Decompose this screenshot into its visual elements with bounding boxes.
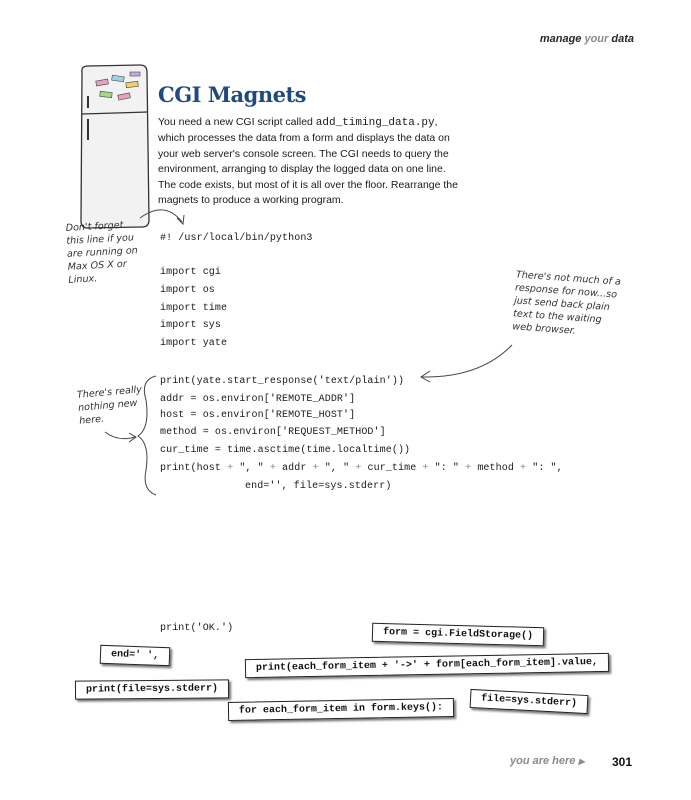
note-line: Max OS X or [67, 258, 127, 273]
note-line: text to the waiting [512, 308, 603, 326]
header-word-your: your [584, 33, 609, 45]
plus-operator: + [269, 463, 276, 474]
plus-operator: + [312, 463, 319, 474]
code-import-yate: import yate [160, 338, 228, 349]
code-part: ", " [233, 463, 270, 474]
magnet-file-stderr[interactable]: file=sys.stderr) [470, 689, 589, 714]
note-line: There's not much of a [515, 269, 622, 288]
code-addr: addr = os.environ['REMOTE_ADDR'] [160, 394, 356, 405]
you-are-here-label: you are here [510, 755, 576, 767]
code-import-sys: import sys [160, 320, 222, 331]
intro-text-start: You need a new CGI script called [158, 116, 316, 128]
code-part: ": ", [526, 463, 563, 474]
triangle-right-icon: ▶ [578, 757, 585, 766]
code-print-ok: print('OK.') [160, 623, 234, 634]
code-part: cur_time [361, 463, 423, 474]
note-line: Don't forget [65, 219, 124, 234]
code-cur-time: cur_time = time.asctime(time.localtime()) [160, 445, 411, 456]
magnet-field-storage[interactable]: form = cgi.FieldStorage() [372, 623, 544, 646]
code-host: host = os.environ['REMOTE_HOST'] [160, 410, 356, 421]
code-print-host-continuation: end='', file=sys.stderr) [245, 481, 392, 492]
intro-text-end: , which processes the data from a form and displays the data on your web server's console screen. The CGI needs to query the environment, arranging to display the logged data on one line. The code exists, but most of it is all over the floor. Rearrange the magnets to produce a working program. [158, 116, 458, 207]
you-are-here [510, 755, 585, 767]
note-line: web browser. [511, 321, 577, 337]
code-method: method = os.environ['REQUEST_METHOD'] [160, 427, 386, 438]
code-part: ": " [428, 463, 466, 474]
note-line: response for now...so [514, 282, 618, 301]
header-word-manage: manage [539, 33, 582, 45]
code-part: print(host [160, 463, 228, 474]
note-line: just send back plain [513, 295, 611, 314]
magnet-end[interactable]: end=' ', [100, 645, 171, 666]
code-print-start-response: print(yate.start_response('text/plain')) [160, 376, 405, 387]
code-import-os: import os [160, 285, 215, 296]
note-line: are running on [66, 245, 139, 260]
note-line: here. [78, 413, 105, 427]
plus-operator: + [355, 463, 362, 474]
page-number: 301 [612, 755, 633, 769]
plus-operator: + [422, 463, 429, 474]
plus-operator: + [227, 463, 234, 474]
magnet-print-each-form-item[interactable]: print(each_form_item + '->' + form[each_form_item].value, [245, 653, 609, 678]
magnet-for-loop[interactable]: for each_form_item in form.keys(): [228, 698, 454, 721]
code-part: addr [275, 463, 313, 474]
note-line: There's really [76, 384, 143, 401]
code-part: ", " [318, 463, 356, 474]
page-title: CGI Magnets [158, 82, 306, 107]
note-line: this line if you [66, 232, 135, 247]
code-shebang: #! /usr/local/bin/python3 [160, 233, 313, 244]
code-import-time: import time [160, 303, 228, 314]
code-part: method [471, 463, 521, 474]
plus-operator: + [520, 463, 527, 474]
plus-operator: + [465, 463, 472, 474]
code-print-host [160, 463, 563, 474]
header-word-data: data [611, 33, 634, 45]
note-line: Linux. [68, 273, 98, 286]
code-import-cgi: import cgi [160, 267, 222, 278]
note-line: nothing new [77, 397, 138, 414]
intro-filename: add_timing_data.py [315, 117, 435, 129]
magnet-print-file[interactable]: print(file=sys.stderr) [75, 679, 229, 699]
